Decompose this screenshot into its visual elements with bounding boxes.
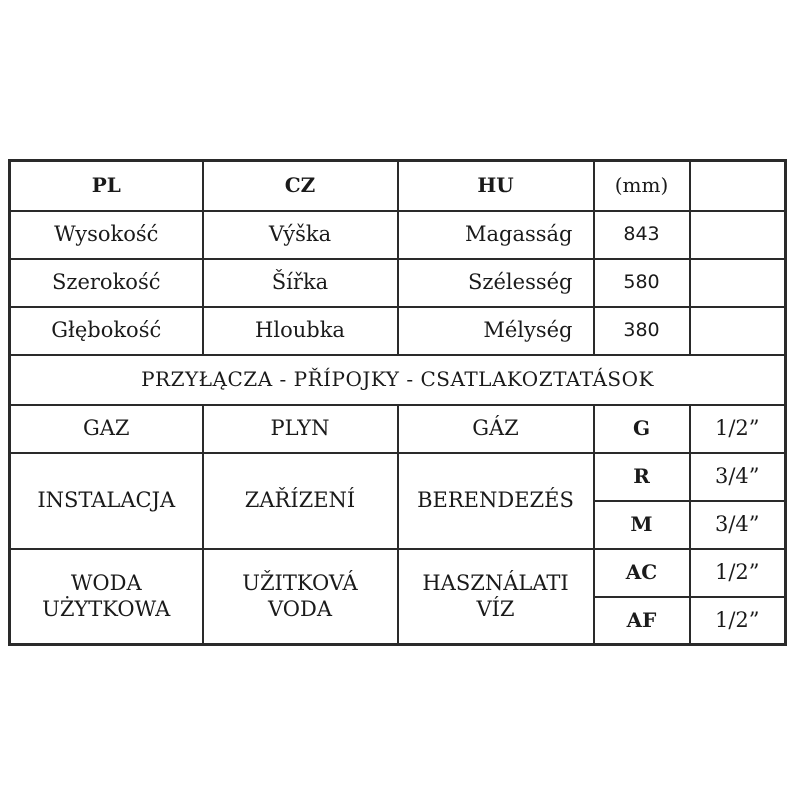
water-cz bbox=[203, 549, 398, 645]
table-row bbox=[10, 211, 786, 259]
dimension-value: 580 bbox=[594, 259, 690, 307]
water-pl-line: WODA bbox=[70, 571, 142, 595]
water-cz-line: UŽITKOVÁ bbox=[242, 571, 358, 595]
water-cz-line: VODA bbox=[267, 597, 332, 622]
dimension-pl: Szerokość bbox=[10, 259, 203, 307]
connection-code: M bbox=[594, 501, 690, 549]
connections-section-title: PRZYŁĄCZA - PŘÍPOJKY - CSATLAKOZTATÁSOK bbox=[10, 355, 786, 405]
water-hu-line: HASZNÁLATI bbox=[422, 571, 569, 595]
connection-size: 3/4” bbox=[690, 501, 786, 549]
empty-cell bbox=[690, 259, 786, 307]
installation-cz: ZAŘÍZENÍ bbox=[203, 453, 398, 549]
gas-row bbox=[10, 405, 786, 453]
connection-size: 3/4” bbox=[690, 453, 786, 501]
dimension-pl: Głębokość bbox=[10, 307, 203, 355]
empty-cell bbox=[690, 211, 786, 259]
connection-code: AF bbox=[594, 597, 690, 645]
gas-cz: PLYN bbox=[203, 405, 398, 453]
dimension-hu: Magasság bbox=[398, 211, 594, 259]
header-unit: (mm) bbox=[594, 161, 690, 211]
section-row bbox=[10, 355, 786, 405]
water-pl-line: UŻYTKOWA bbox=[42, 597, 171, 622]
empty-cell bbox=[690, 307, 786, 355]
gas-size: 1/2” bbox=[690, 405, 786, 453]
installation-pl: INSTALACJA bbox=[10, 453, 203, 549]
header-empty-cell bbox=[690, 161, 786, 211]
dimension-hu: Szélesség bbox=[398, 259, 594, 307]
connection-code: R bbox=[594, 453, 690, 501]
dimension-cz: Šířka bbox=[203, 259, 398, 307]
connection-size: 1/2” bbox=[690, 549, 786, 597]
connection-code: AC bbox=[594, 549, 690, 597]
gas-code: G bbox=[594, 405, 690, 453]
header-hu: HU bbox=[398, 161, 594, 211]
dimension-cz: Hloubka bbox=[203, 307, 398, 355]
header-cz: CZ bbox=[203, 161, 398, 211]
connection-size: 1/2” bbox=[690, 597, 786, 645]
installation-row bbox=[10, 453, 786, 501]
dimension-pl: Wysokość bbox=[10, 211, 203, 259]
water-hu-line: VÍZ bbox=[476, 597, 515, 622]
dimension-cz: Výška bbox=[203, 211, 398, 259]
gas-pl: GAZ bbox=[10, 405, 203, 453]
table-row bbox=[10, 307, 786, 355]
gas-hu: GÁZ bbox=[398, 405, 594, 453]
water-pl bbox=[10, 549, 203, 645]
table-row bbox=[10, 259, 786, 307]
header-row bbox=[10, 161, 786, 211]
installation-hu: BERENDEZÉS bbox=[398, 453, 594, 549]
water-hu bbox=[398, 549, 594, 645]
dimension-value: 843 bbox=[594, 211, 690, 259]
specification-table bbox=[8, 159, 787, 646]
dimension-hu: Mélység bbox=[398, 307, 594, 355]
dimension-value: 380 bbox=[594, 307, 690, 355]
water-row bbox=[10, 549, 786, 597]
header-pl: PL bbox=[10, 161, 203, 211]
